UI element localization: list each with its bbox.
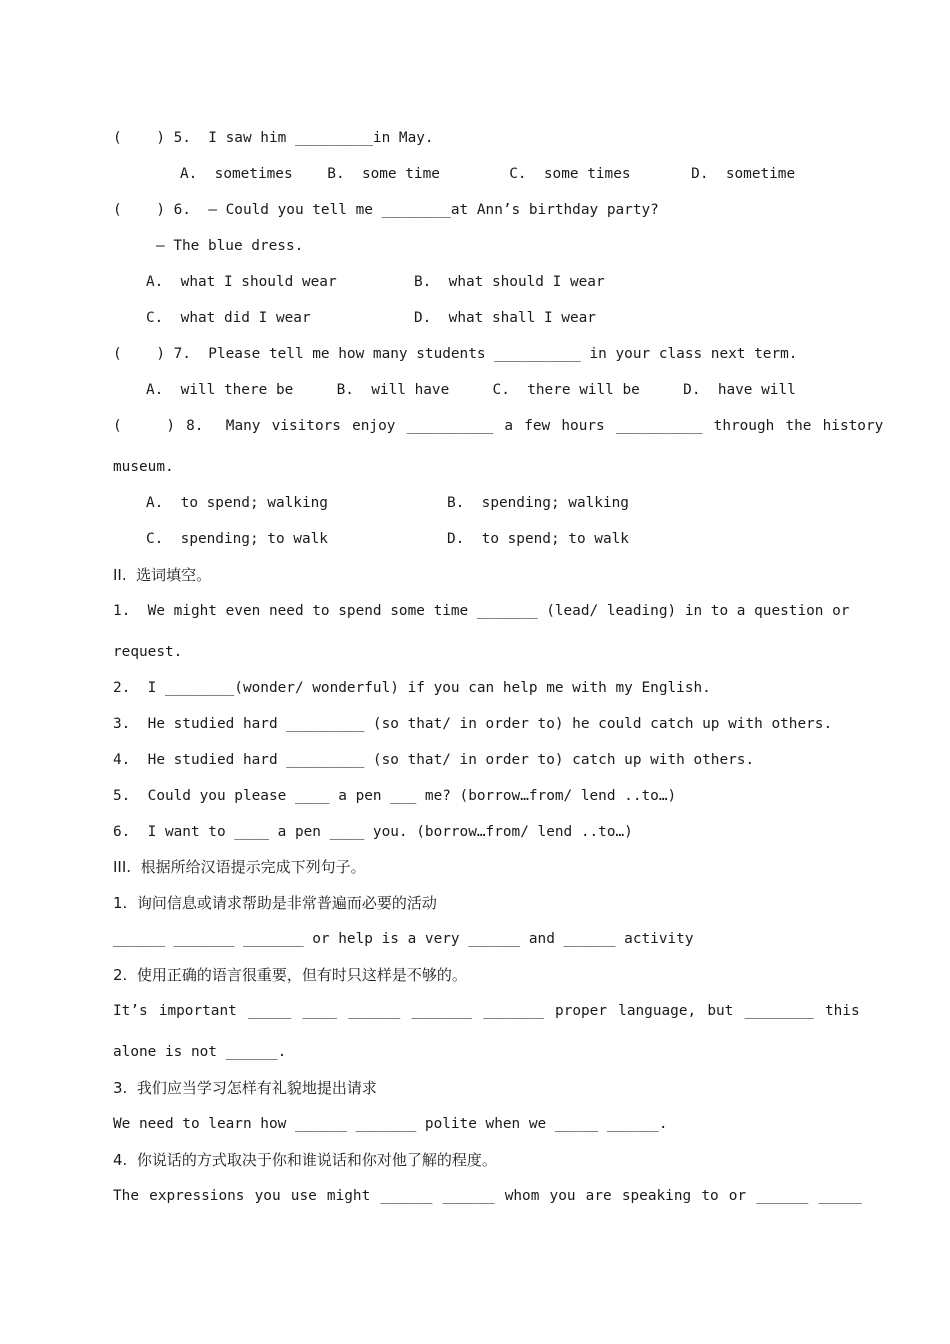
q5-stem: ( ) 5. I saw him _________in May. bbox=[113, 130, 434, 146]
iii-item-3-prompt: 3. 我们应当学习怎样有礼貌地提出请求 bbox=[113, 1079, 377, 1097]
q6-option-a: A. what I should wear bbox=[146, 274, 337, 290]
q7-options: A. will there be B. will have C. there will be D. have will bbox=[146, 382, 796, 398]
q8-option-b: B. spending; walking bbox=[447, 495, 629, 511]
q8-stem: ( ) 8. Many visitors enjoy __________ a few hours __________ through the history bbox=[113, 418, 884, 434]
iii-item-3-sentence: We need to learn how ______ _______ polite when we _____ ______. bbox=[113, 1116, 668, 1132]
ii-item-4: 4. He studied hard _________ (so that/ in order to) catch up with others. bbox=[113, 752, 755, 768]
q8-option-c: C. spending; to walk bbox=[146, 531, 328, 547]
ii-item-3: 3. He studied hard _________ (so that/ in order to) he could catch up with others. bbox=[113, 716, 833, 732]
q8-option-d: D. to spend; to walk bbox=[447, 531, 629, 547]
ii-item-5: 5. Could you please ____ a pen ___ me? (borrow…from/ lend ..to…) bbox=[113, 788, 677, 804]
q6-answer: — The blue dress. bbox=[156, 238, 304, 254]
iii-item-2-sentence: It’s important _____ ____ ______ _______ _______ proper language, but ________ this bbox=[113, 1003, 860, 1019]
q6-option-b: B. what should I wear bbox=[414, 274, 605, 290]
q6-stem: ( ) 6. — Could you tell me ________at Ann’s birthday party? bbox=[113, 202, 659, 218]
ii-item-1-cont: request. bbox=[113, 644, 183, 660]
q7-stem: ( ) 7. Please tell me how many students __________ in your class next term. bbox=[113, 346, 798, 362]
iii-item-1-prompt: 1. 询问信息或请求帮助是非常普遍而必要的活动 bbox=[113, 894, 437, 912]
q5-options: A. sometimes B. some time C. some times D. sometime bbox=[180, 166, 796, 182]
q6-option-d: D. what shall I wear bbox=[414, 310, 596, 326]
iii-item-4-sentence: The expressions you use might ______ ______ whom you are speaking to or ______ _____ bbox=[113, 1188, 862, 1204]
iii-item-4-prompt: 4. 你说话的方式取决于你和谁说话和你对他了解的程度。 bbox=[113, 1151, 497, 1169]
q8-stem-cont: museum. bbox=[113, 459, 174, 475]
q8-option-a: A. to spend; walking bbox=[146, 495, 328, 511]
q6-option-c: C. what did I wear bbox=[146, 310, 311, 326]
ii-item-2: 2. I ________(wonder/ wonderful) if you can help me with my English. bbox=[113, 680, 711, 696]
section-iii-heading: III. 根据所给汉语提示完成下列句子。 bbox=[113, 858, 366, 876]
section-ii-heading: II. 选词填空。 bbox=[113, 566, 212, 584]
iii-item-2-prompt: 2. 使用正确的语言很重要，但有时只这样是不够的。 bbox=[113, 966, 467, 984]
iii-item-1-sentence: ______ _______ _______ or help is a very ______ and ______ activity bbox=[113, 931, 694, 947]
ii-item-6: 6. I want to ____ a pen ____ you. (borrow…from/ lend ..to…) bbox=[113, 824, 633, 840]
iii-item-2-sentence-cont: alone is not ______. bbox=[113, 1044, 287, 1060]
ii-item-1: 1. We might even need to spend some time _______ (lead/ leading) in to a question or bbox=[113, 603, 850, 619]
